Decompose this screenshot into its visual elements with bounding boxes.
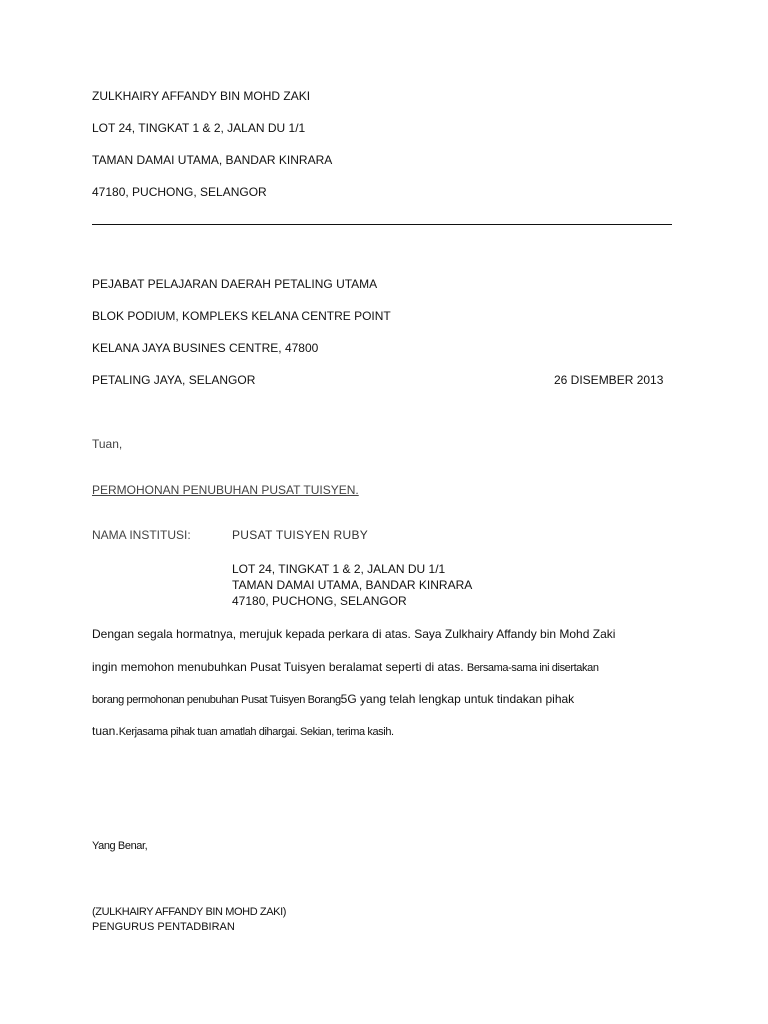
separator-line — [92, 224, 672, 225]
sender-address-line3: 47180, PUCHONG, SELANGOR — [92, 185, 267, 199]
salutation: Tuan, — [92, 437, 123, 451]
body-line3-part2: 5G yang telah lengkap untuk tindakan pihak — [340, 692, 575, 706]
recipient-line2: BLOK PODIUM, KOMPLEKS KELANA CENTRE POINT — [92, 309, 391, 323]
body-line4 — [92, 724, 394, 740]
signature-title: PENGURUS PENTADBIRAN — [92, 921, 235, 933]
subject-heading: PERMOHONAN PENUBUHAN PUSAT TUISYEN. — [92, 483, 359, 497]
recipient-line4: PETALING JAYA, SELANGOR — [92, 373, 256, 387]
body-line2 — [92, 660, 599, 676]
sender-name: ZULKHAIRY AFFANDY BIN MOHD ZAKI — [92, 89, 311, 103]
body-line3-part1: borang permohonan penubuhan Pusat Tuisyen Borang — [92, 694, 341, 706]
institution-address-line2: TAMAN DAMAI UTAMA, BANDAR KINRARA — [232, 578, 473, 592]
body-line3 — [92, 692, 574, 708]
letter-date: 26 DISEMBER 2013 — [554, 373, 664, 387]
signature-name: (ZULKHAIRY AFFANDY BIN MOHD ZAKI) — [92, 906, 287, 918]
institution-address-line1: LOT 24, TINGKAT 1 & 2, JALAN DU 1/1 — [232, 562, 446, 576]
body-line4-part2: Kerjasama pihak tuan amatlah dihargai. Sekian, terima kasih. — [118, 726, 394, 738]
closing: Yang Benar, — [92, 840, 148, 852]
sender-address-line1: LOT 24, TINGKAT 1 & 2, JALAN DU 1/1 — [92, 121, 306, 135]
institution-name: PUSAT TUISYEN RUBY — [232, 528, 369, 542]
body-line2-part2: Bersama-sama ini disertakan — [466, 662, 599, 674]
recipient-line3: KELANA JAYA BUSINES CENTRE, 47800 — [92, 341, 319, 355]
institution-label: NAMA INSTITUSI: — [92, 528, 191, 542]
institution-address-line3: 47180, PUCHONG, SELANGOR — [232, 594, 407, 608]
body-line2-part1: ingin memohon menubuhkan Pusat Tuisyen beralamat seperti di atas. — [92, 660, 464, 674]
body-line1: Dengan segala hormatnya, merujuk kepada perkara di atas. Saya Zulkhairy Affandy bin Mohd Zaki — [92, 627, 616, 641]
recipient-line1: PEJABAT PELAJARAN DAERAH PETALING UTAMA — [92, 277, 378, 291]
sender-address-line2: TAMAN DAMAI UTAMA, BANDAR KINRARA — [92, 153, 333, 167]
body-line4-part1: tuan. — [92, 724, 119, 738]
